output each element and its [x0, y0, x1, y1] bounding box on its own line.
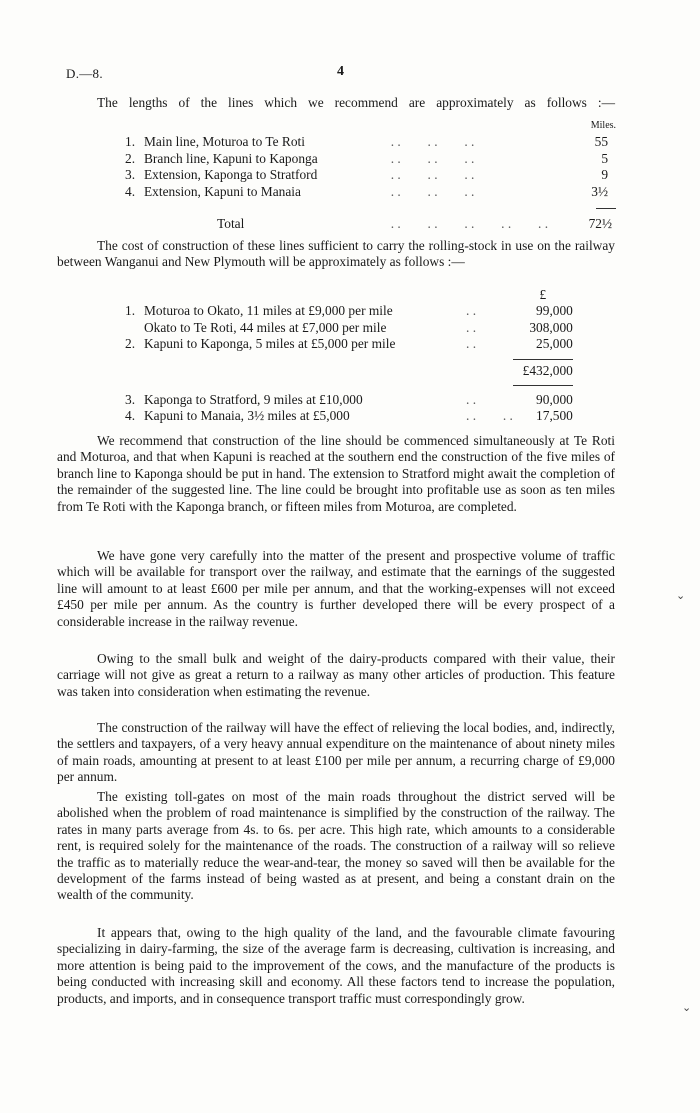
row-number: 1.	[125, 303, 136, 319]
row-label: Okato to Te Roti, 44 miles at £7,000 per mile	[144, 319, 387, 335]
document-reference: D.—8.	[66, 66, 103, 81]
table-row	[125, 336, 573, 352]
total-rule	[596, 208, 616, 209]
row-value: 55	[594, 134, 609, 150]
paragraph-traffic-estimate: We have gone very carefully into the matter of the present and prospective volume of traffic which will be available for transport over the railway, and estimate that the earnings of the suggested line will amount to at least £600 per mile per annum, and that the working-expenses will not exceed £450 per mile per annum. As the country is further developed there will be every prospect of a considerable increase in the railway revenue.	[57, 548, 615, 629]
row-number	[125, 320, 144, 336]
total-rule-row	[125, 200, 616, 216]
subtotal-value: £432,000	[522, 362, 573, 378]
table-row	[125, 303, 573, 319]
table-row	[125, 167, 616, 183]
leader-dots: . . . . . .	[384, 167, 475, 183]
leader-dots: . .	[466, 319, 477, 335]
row-value: 308,000	[529, 319, 573, 335]
paragraph-dairy-products: Owing to the small bulk and weight of the dairy-products compared with their value, their carriage will not give as great a return to a railway as many other articles of production. This feature was taken into consideration when estimating the revenue.	[57, 651, 615, 699]
margin-mark: ⌄	[676, 590, 686, 602]
leader-dots: . . . .	[466, 408, 513, 424]
row-label: Moturoa to Okato, 11 miles at £9,000 per mile	[144, 303, 393, 319]
cost-intro: The cost of construction of these lines sufficient to carry the rolling-stock in use on the railway between Wanganui and New Plymouth will be approximately as follows :—	[57, 238, 615, 270]
row-label: Kaponga to Stratford, 9 miles at £10,000	[144, 392, 363, 408]
table-row	[125, 151, 616, 167]
row-value: 99,000	[536, 303, 573, 319]
leader-dots: . . . . . .	[384, 134, 475, 150]
leader-dots: . .	[466, 392, 477, 408]
row-number: 3.	[125, 167, 136, 183]
table-row	[125, 320, 573, 336]
subtotal-row	[125, 353, 573, 392]
subtotal-rule-bottom	[513, 385, 573, 386]
leader-dots: . .	[466, 303, 477, 319]
miles-unit-header: Miles.	[590, 120, 617, 131]
total-label: Total	[217, 215, 245, 231]
page-number: 4	[337, 64, 344, 79]
construction-cost-table	[125, 287, 573, 425]
leader-dots: . . . . . .	[384, 183, 475, 199]
line-lengths-table	[125, 118, 616, 232]
subtotal-rule-top	[513, 359, 573, 360]
total-value: 72½	[588, 215, 613, 231]
row-label: Kapuni to Manaia, 3½ miles at £5,000	[144, 408, 350, 424]
row-number: 3.	[125, 392, 136, 408]
table-header-row	[125, 118, 616, 134]
paragraph-farming-growth: It appears that, owing to the high quality of the land, and the favourable climate favouring specializing in dairy-farming, the size of the average farm is decreasing, cultivation is increasing, and more attention is being paid to the improvement of the cows, and the manufacture of the products is being conducted with increasing skill and economy. All these factors tend to increase the population, products, and imports, and in consequence transport traffic must correspondingly grow.	[57, 925, 615, 1006]
row-number: 4.	[125, 408, 136, 424]
row-value: 17,500	[536, 408, 573, 424]
row-value: 3½	[591, 183, 609, 199]
currency-header: £	[539, 287, 547, 302]
table-row	[125, 408, 573, 424]
table-row	[125, 392, 573, 408]
table-row	[125, 184, 616, 200]
paragraph-road-relief: The construction of the railway will have the effect of relieving the local bodies, and, indirectly, the settlers and taxpayers, of a very heavy annual expenditure on the maintenance of about ninety miles of main roads, amounting at present to at least £100 per mile per annum, a recurring charge of £9,000 per annum.	[57, 720, 615, 785]
row-label: Branch line, Kapuni to Kaponga	[144, 150, 318, 166]
paragraph-toll-gates: The existing toll-gates on most of the main roads throughout the district served will be abolished when the problem of road maintenance is simplified by the construction of the railway. The rates in many parts average from 4s. to 6s. per acre. This high rate, which amounts to a considerable rent, is required solely for the maintenance of the roads. The construction of a railway will so relieve the traffic as to materially reduce the wear-and-tear, the money so saved will then be available for the development of the farms instead of being wasted as at present, and being a constant drain on the wealth of the community.	[57, 789, 615, 903]
row-label: Kapuni to Kaponga, 5 miles at £5,000 per mile	[144, 336, 396, 352]
row-label: Main line, Moturoa to Te Roti	[144, 134, 305, 150]
row-label: Extension, Kaponga to Stratford	[144, 167, 318, 183]
row-value: 25,000	[536, 336, 573, 352]
row-label: Extension, Kapuni to Manaia	[144, 183, 301, 199]
row-number: 2.	[125, 336, 136, 352]
row-value: 9	[601, 167, 609, 183]
row-number: 2.	[125, 150, 136, 166]
row-number: 4.	[125, 183, 136, 199]
lines-intro: The lengths of the lines which we recommend are approximately as follows :—	[97, 95, 615, 110]
paragraph-construction-order: We recommend that construction of the line should be commenced simultaneously at Te Roti and Moturoa, and that when Kapuni is reached at the southern end the construction of the five miles of branch line to Kaponga should be put in hand. The extension to Stratford might await the completion of the remainder of the suggested line. The line could be brought into profitable use as soon as ten miles from Te Roti with the Kaponga branch, or fifteen miles from Moturoa, are completed.	[57, 433, 615, 514]
row-value: 90,000	[536, 392, 573, 408]
table-header-row	[125, 287, 573, 303]
leader-dots: . . . . . .	[384, 150, 475, 166]
leader-dots: . .	[466, 336, 477, 352]
margin-mark: ⌄	[682, 1002, 692, 1014]
table-row	[125, 134, 616, 150]
row-value: 5	[601, 150, 609, 166]
row-number: 1.	[125, 134, 136, 150]
leader-dots: . . . . . . . . . .	[384, 215, 549, 231]
total-row	[125, 216, 616, 232]
